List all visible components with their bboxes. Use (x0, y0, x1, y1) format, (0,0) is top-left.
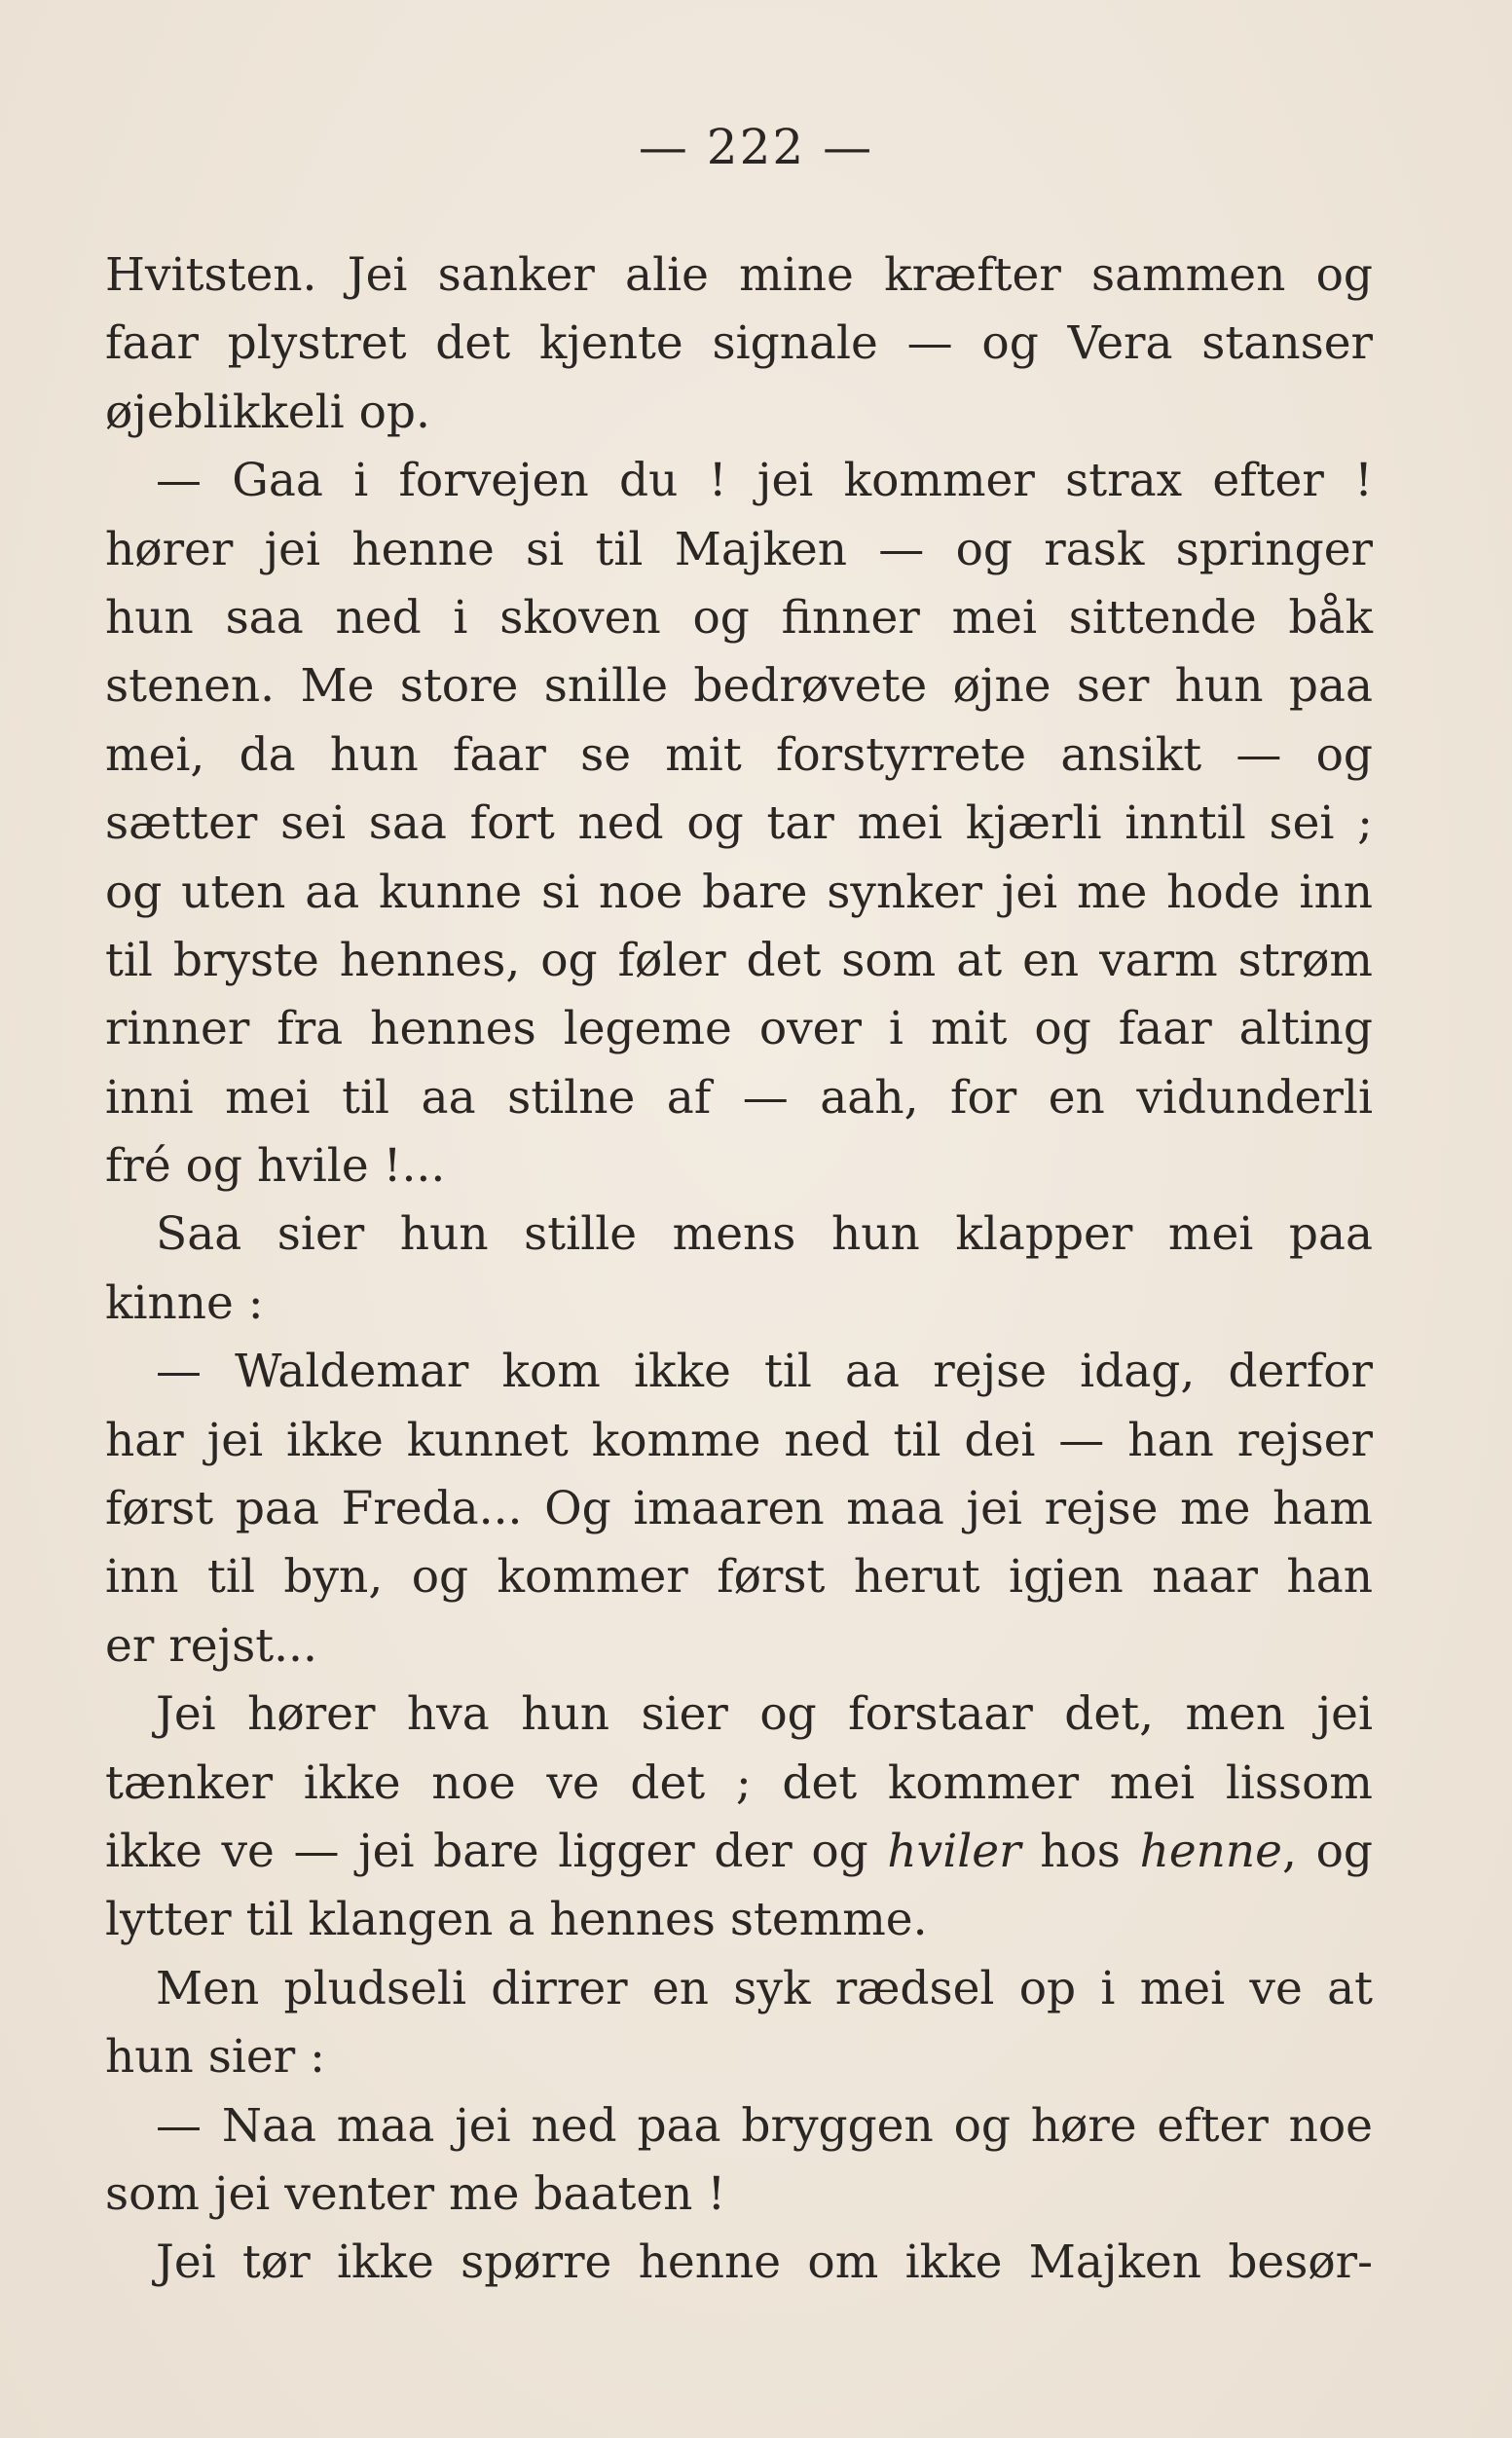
text-line: hun sier : (105, 2030, 325, 2085)
text-line-with-emphasis (105, 1818, 1373, 1886)
text-line: Men pludseli dirrer en syk rædsel op i mei ve at (156, 1961, 1373, 2015)
emphasis-henne: henne (1139, 1824, 1283, 1878)
text-line: Hvitsten. Jei sanker alie mine kræfter sammen og (105, 248, 1373, 302)
text-line: inn til byn, og kommer først herut igjen naar han (105, 1550, 1373, 1605)
body-text (105, 241, 1373, 2298)
text-line: kinne : (105, 1275, 264, 1330)
text-line: til bryste hennes, og føler det som at en varm strøm (105, 933, 1373, 987)
text-line: — Naa maa jei ned paa bryggen og høre efter noe (156, 2098, 1373, 2153)
text-line: Jei hører hva hun sier og forstaar det, men jei (156, 1687, 1373, 1742)
text-line: som jei venter me baaten ! (105, 2166, 726, 2221)
text-line: har jei ikke kunnet komme ned til dei — han rejser (105, 1413, 1373, 1467)
text-line: hun saa ned i skoven og finner mei sittende båk (105, 590, 1373, 645)
text-line: først paa Freda... Og imaaren maa jei rejse me ham (105, 1482, 1373, 1536)
text-line: inni mei til aa stilne af — aah, for en vidunderli (105, 1070, 1373, 1125)
text-segment: , og (1282, 1824, 1373, 1878)
text-line: sætter sei saa fort ned og tar mei kjærli inntil sei ; (105, 796, 1373, 851)
text-line: stenen. Me store snille bedrøvete øjne ser hun paa (105, 659, 1373, 714)
text-line: er rejst... (105, 1618, 317, 1673)
text-line: hører jei henne si til Majken — og rask springer (105, 522, 1373, 576)
text-line: rinner fra hennes legeme over i mit og faar alting (105, 1002, 1373, 1056)
text-line: mei, da hun faar se mit forstyrrete ansikt — og (105, 727, 1373, 782)
text-line: — Gaa i forvejen du ! jei kommer strax efter ! (156, 454, 1373, 508)
emphasis-hviler: hviler (887, 1824, 1021, 1878)
text-line: faar plystret det kjente signale — og Vera stanser (105, 316, 1373, 371)
text-line: fré og hvile !... (105, 1139, 446, 1194)
text-line: Saa sier hun stille mens hun klapper mei paa (156, 1207, 1373, 1262)
text-line: og uten aa kunne si noe bare synker jei me hode inn (105, 865, 1373, 919)
text-segment: hos (1020, 1824, 1140, 1878)
text-line: lytter til klangen a hennes stemme. (105, 1893, 928, 1947)
text-line: tænker ikke noe ve det ; det kommer mei lissom (105, 1755, 1373, 1810)
text-segment: ikke ve — jei bare ligger der og (105, 1824, 888, 1878)
text-line: Jei tør ikke spørre henne om ikke Majken besør- (156, 2235, 1373, 2290)
page-number: — 222 — (638, 119, 874, 175)
text-line: — Waldemar kom ikke til aa rejse idag, derfor (156, 1345, 1373, 1399)
text-line: øjeblikkeli op. (105, 385, 430, 439)
